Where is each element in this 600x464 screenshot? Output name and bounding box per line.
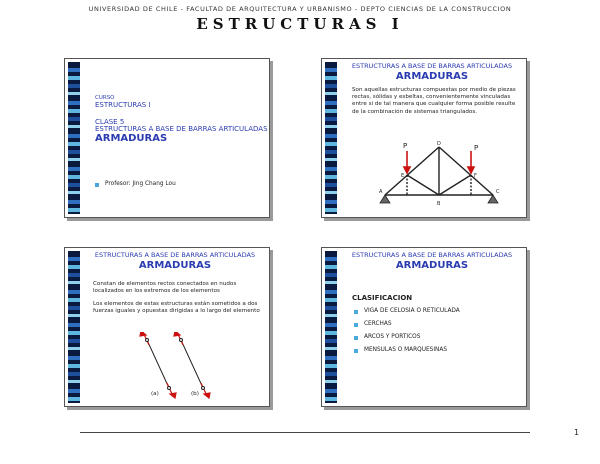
node-label-c: C [496, 189, 500, 195]
slide-title-line2: ARMADURAS [395, 260, 469, 271]
truss-diagram [377, 139, 517, 209]
profesor-line: Profesor: Jing Chang Lou [105, 181, 176, 187]
list-item: ARCOS Y PORTICOS [364, 334, 421, 340]
slide-2 [321, 58, 527, 218]
topic-title: ARMADURAS [95, 133, 168, 144]
list-item: MENSULAS O MARQUESINAS [364, 347, 448, 353]
slide-decor-strip [325, 62, 337, 214]
force-members-diagram [135, 332, 225, 402]
clase-label: CLASE 5 [95, 118, 125, 126]
curso-label: CURSO [95, 95, 115, 101]
slide-title-line1: ESTRUCTURAS A BASE DE BARRAS ARTICULADAS [94, 251, 256, 259]
label-a: (a) [151, 391, 159, 397]
page-number: 1 [574, 428, 580, 437]
slide-1 [64, 58, 270, 218]
node-label-f: F [474, 173, 477, 179]
clase-value: ESTRUCTURAS A BASE DE BARRAS ARTICULADAS [95, 125, 268, 133]
label-b: (b) [191, 391, 199, 397]
slide-decor-strip [68, 251, 80, 403]
slide-decor-strip [325, 251, 337, 403]
node-label-b: B [437, 201, 441, 207]
slide-4 [321, 247, 527, 407]
paragraph-2: Los elementos de estas estructuras están sometidos a dos fuerzas iguales y opuestas dirigidas a lo largo del elemento [93, 301, 260, 315]
slide-3 [64, 247, 270, 407]
slide-title-line2: ARMADURAS [395, 71, 469, 82]
list-item: CERCHAS [364, 321, 392, 327]
load-label-left: P [403, 142, 408, 150]
node-label-d: D [437, 141, 441, 147]
slide-decor-strip [68, 62, 80, 214]
node-label-a: A [379, 189, 383, 195]
footer-divider [80, 432, 530, 433]
load-label-right: P [474, 144, 479, 152]
paragraph-1: Constan de elementos rectos conectados en nudos localizados en los extremos de los elementos [93, 281, 237, 295]
node-label-e: E [401, 173, 405, 179]
slide-title-line1: ESTRUCTURAS A BASE DE BARRAS ARTICULADAS [351, 251, 513, 259]
curso-value: ESTRUCTURAS I [95, 101, 151, 109]
document-title: ESTRUCTURAS I [196, 15, 404, 33]
institution-header: UNIVERSIDAD DE CHILE - FACULTAD DE ARQUITECTURA Y URBANISMO - DEPTO CIENCIAS DE LA CONSTRUCCION [88, 5, 512, 13]
definition-paragraph: Son aquellas estructuras compuestas por medio de piezas rectas, sólidas y esbeltas, convenientemente vinculadas entre si de tal manera que cualquier forma posible resulte de la combinación de sistemas triangulados. [352, 87, 516, 115]
classification-heading: CLASIFICACION [352, 294, 413, 302]
slide-title-line1: ESTRUCTURAS A BASE DE BARRAS ARTICULADAS [351, 62, 513, 70]
list-item: VIGA DE CELOSIA O RETICULADA [364, 308, 460, 314]
slide-title-line2: ARMADURAS [138, 260, 212, 271]
